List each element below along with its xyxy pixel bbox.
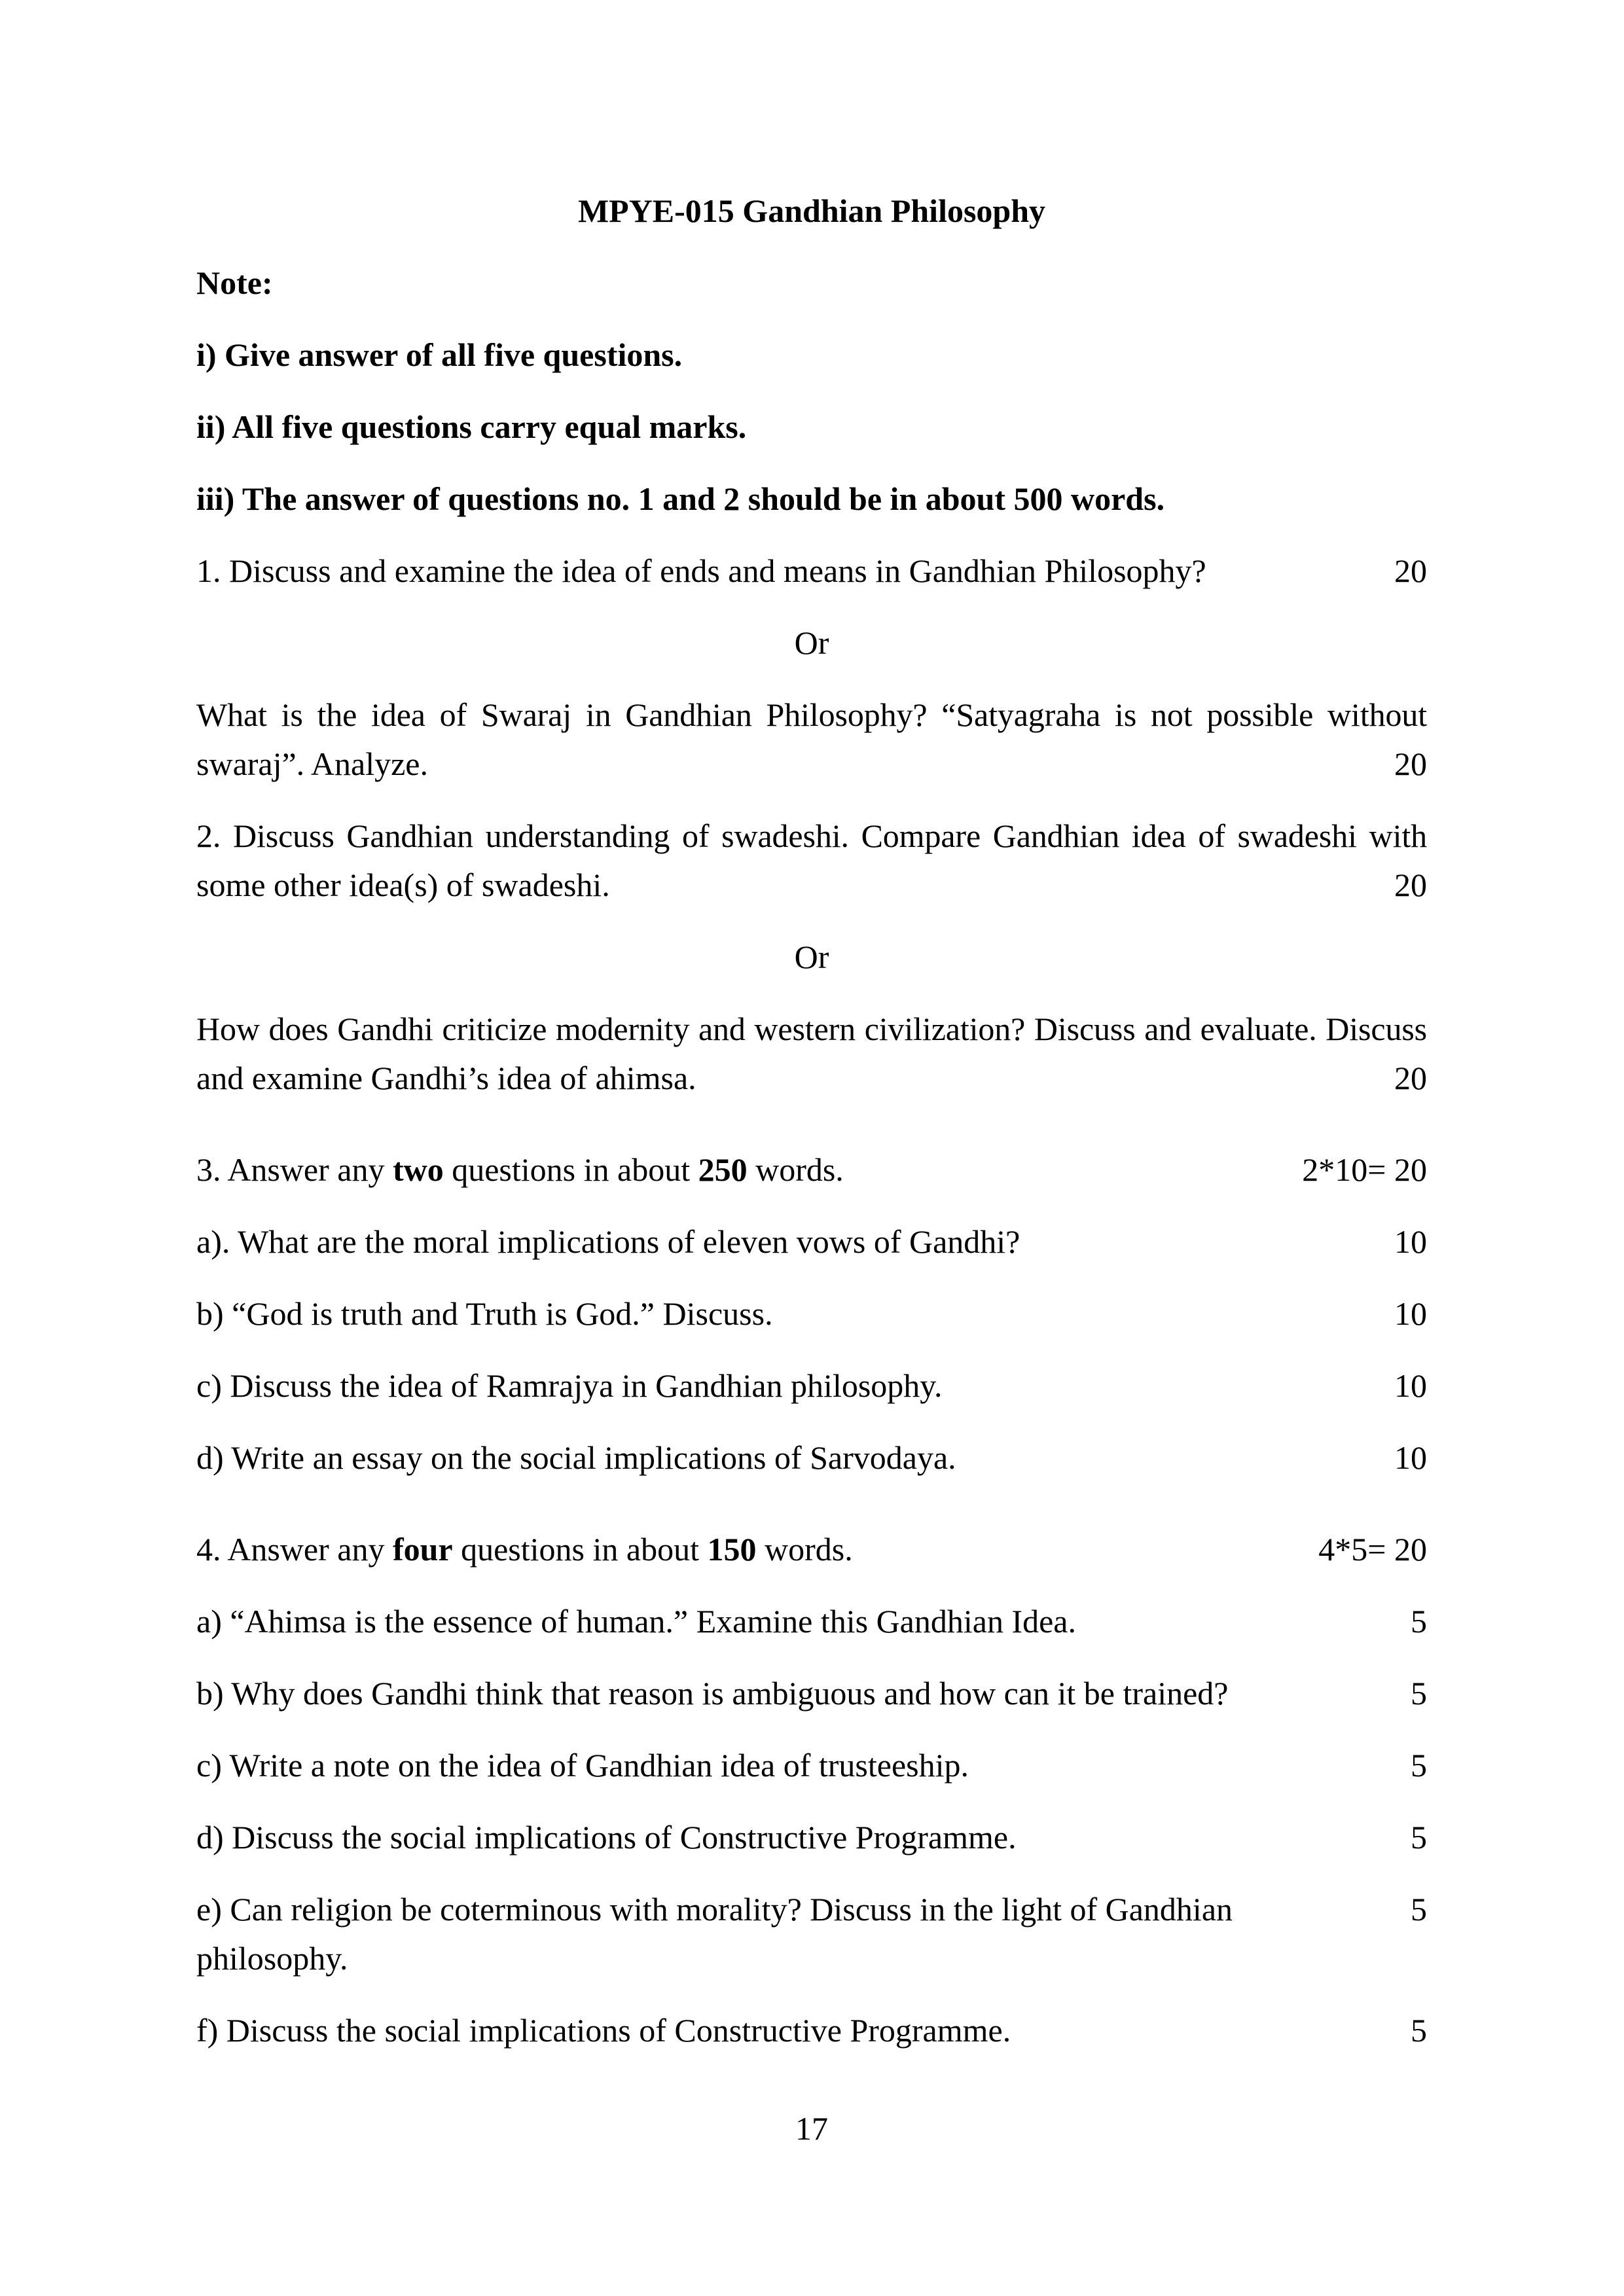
question-4c-row: [196, 1741, 1427, 1790]
question-3-header-row: [196, 1145, 1427, 1194]
page-number: 17: [795, 2110, 828, 2147]
question-3a-row: [196, 1217, 1427, 1266]
marks-value: 5: [1411, 2012, 1427, 2049]
question-1-alt-block: [196, 691, 1427, 789]
question-header-text: [196, 1145, 1282, 1194]
question-last-line-row: [196, 1054, 1427, 1103]
question-text-line: swaraj”. Analyze.: [196, 745, 429, 782]
question-text: b) “God is truth and Truth is God.” Discuss.: [196, 1295, 773, 1332]
note-label: Note:: [196, 264, 273, 301]
question-text-bold-segment: 150: [707, 1531, 757, 1568]
question-4e-row: [196, 1885, 1427, 1983]
marks-value: 20: [1394, 1060, 1427, 1096]
question-text-line: and examine Gandhi’s idea of ahimsa.: [196, 1060, 696, 1096]
marks-value: 10: [1394, 1439, 1427, 1476]
question-2-block: [196, 812, 1427, 910]
question-2-alt-block: [196, 1005, 1427, 1103]
question-4a-row: [196, 1597, 1427, 1646]
question-text: c) Write a note on the idea of Gandhian idea of trusteeship.: [196, 1747, 969, 1784]
marks-value: 20: [1394, 867, 1427, 903]
question-text: d) Write an essay on the social implications of Sarvodaya.: [196, 1439, 956, 1476]
question-header-text: [196, 1525, 1299, 1574]
marks-value: 10: [1394, 1367, 1427, 1404]
note-instruction-1: [196, 331, 1427, 380]
question-3b-row: [196, 1289, 1427, 1338]
marks-value: 20: [1394, 552, 1427, 589]
question-text-bold-segment: four: [392, 1531, 453, 1568]
question-text-line: What is the idea of Swaraj in Gandhian Philosophy? “Satyagraha is not possible without: [196, 696, 1427, 733]
note-instruction-text: ii) All five questions carry equal marks.: [196, 408, 747, 445]
question-text-segment: 3. Answer any: [196, 1151, 393, 1188]
question-text-line: 2. Discuss Gandhian understanding of swadeshi. Compare Gandhian idea of swadeshi with: [196, 817, 1427, 854]
question-last-line-row: [196, 861, 1427, 910]
question-text: c) Discuss the idea of Ramrajya in Gandhian philosophy.: [196, 1367, 943, 1404]
marks-value: 5: [1411, 1747, 1427, 1784]
question-text-segment: words.: [747, 1151, 844, 1188]
question-text-bold-segment: 250: [698, 1151, 748, 1188]
marks-value: 5: [1411, 1603, 1427, 1640]
question-text: 1. Discuss and examine the idea of ends and means in Gandhian Philosophy?: [196, 552, 1206, 589]
question-last-line-row: [196, 740, 1427, 789]
question-text-segment: questions in about: [443, 1151, 698, 1188]
marks-value: 10: [1394, 1295, 1427, 1332]
question-text-bold-segment: two: [392, 1151, 444, 1188]
question-4b-row: [196, 1669, 1427, 1718]
question-text-line: How does Gandhi criticize modernity and western civilization? Discuss and evaluate. Discuss: [196, 1011, 1427, 1047]
marks-value: 4*5= 20: [1318, 1531, 1427, 1568]
or-separator-1: Or: [794, 624, 829, 661]
question-text: b) Why does Gandhi think that reason is ambiguous and how can it be trained?: [196, 1675, 1229, 1712]
question-text: a) “Ahimsa is the essence of human.” Examine this Gandhian Idea.: [196, 1603, 1076, 1640]
question-4f-row: [196, 2006, 1427, 2055]
page-title: MPYE-015 Gandhian Philosophy: [577, 192, 1046, 229]
question-text-segment: questions in about: [452, 1531, 708, 1568]
question-text-segment: words.: [756, 1531, 853, 1568]
question-3c-row: [196, 1361, 1427, 1410]
marks-value: 5: [1411, 1675, 1427, 1712]
marks-value: 5: [1411, 1891, 1427, 1928]
note-instruction-3: [196, 475, 1427, 524]
question-text: d) Discuss the social implications of Constructive Programme.: [196, 1819, 1017, 1856]
question-3d-row: [196, 1433, 1427, 1482]
question-text: e) Can religion be coterminous with morality? Discuss in the light of Gandhian philosophy.: [196, 1891, 1233, 1977]
marks-value: 10: [1394, 1223, 1427, 1260]
marks-value: 2*10= 20: [1302, 1151, 1427, 1188]
marks-value: 20: [1394, 745, 1427, 782]
question-text: f) Discuss the social implications of Constructive Programme.: [196, 2012, 1011, 2049]
or-separator-2: Or: [794, 939, 829, 975]
note-instruction-text: iii) The answer of questions no. 1 and 2 should be in about 500 words.: [196, 480, 1165, 517]
note-heading: [196, 259, 1427, 308]
question-text: a). What are the moral implications of eleven vows of Gandhi?: [196, 1223, 1020, 1260]
note-instruction-2: [196, 403, 1427, 452]
question-4d-row: [196, 1813, 1427, 1862]
marks-value: 5: [1411, 1819, 1427, 1856]
question-text-line: some other idea(s) of swadeshi.: [196, 867, 610, 903]
question-4-header-row: [196, 1525, 1427, 1574]
question-1-row: [196, 547, 1427, 596]
question-text-segment: 4. Answer any: [196, 1531, 393, 1568]
note-instruction-text: i) Give answer of all five questions.: [196, 336, 683, 373]
